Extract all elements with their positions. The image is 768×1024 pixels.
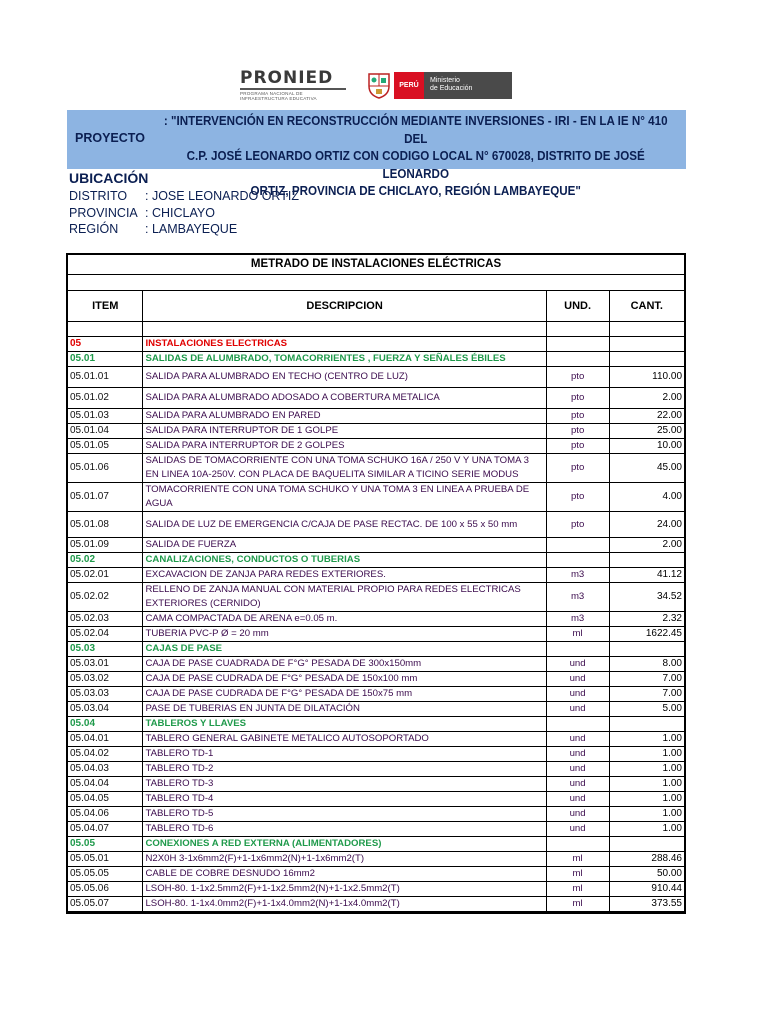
quantity-cell <box>609 837 684 852</box>
unit-cell: und <box>546 657 609 672</box>
unit-cell: pto <box>546 367 609 388</box>
description-cell: EXCAVACION DE ZANJA PARA REDES EXTERIORES. <box>143 568 546 583</box>
item-cell: 05.01 <box>68 352 143 367</box>
quantity-cell: 8.00 <box>609 657 684 672</box>
description-cell: CAJA DE PASE CUDRADA DE F°G° PESADA DE 150x100 mm <box>143 672 546 687</box>
table-row <box>68 409 684 424</box>
metrado-table <box>68 291 684 912</box>
location-provincia <box>69 206 215 220</box>
project-title-line-2: C.P. JOSÉ LEONARDO ORTIZ CON CODIGO LOCAL N° 670028, DISTRITO DE JOSÉ LEONARDO <box>186 149 645 181</box>
unit-cell <box>546 352 609 367</box>
description-cell: TABLERO TD-4 <box>143 792 546 807</box>
item-cell: 05.01.01 <box>68 367 143 388</box>
description-cell: SALIDAS DE ALUMBRADO, TOMACORRIENTES , FUERZA Y SEÑALES ÉBILES <box>143 352 546 367</box>
unit-cell <box>546 717 609 732</box>
item-cell: 05.05.06 <box>68 882 143 897</box>
ministerio-line-1: Ministerio <box>430 77 460 84</box>
unit-cell: und <box>546 762 609 777</box>
table-row <box>68 454 684 483</box>
table-row <box>68 337 684 352</box>
quantity-cell: 110.00 <box>609 367 684 388</box>
pronied-subtitle: PROGRAMA NACIONAL DE INFRAESTRUCTURA EDUCATIVA <box>240 91 317 101</box>
unit-cell: ml <box>546 852 609 867</box>
quantity-cell: 7.00 <box>609 672 684 687</box>
quantity-cell: 1.00 <box>609 747 684 762</box>
unit-cell: m3 <box>546 583 609 612</box>
quantity-cell: 910.44 <box>609 882 684 897</box>
item-cell: 05.03.02 <box>68 672 143 687</box>
description-cell: TABLERO TD-5 <box>143 807 546 822</box>
provincia-value: : CHICLAYO <box>145 206 215 220</box>
description-cell: SALIDA PARA INTERRUPTOR DE 2 GOLPES <box>143 439 546 454</box>
distrito-label: DISTRITO <box>69 189 128 203</box>
description-cell: LSOH-80. 1-1x4.0mm2(F)+1-1x4.0mm2(N)+1-1x4.0mm2(T) <box>143 897 546 912</box>
table-row <box>68 807 684 822</box>
quantity-cell: 34.52 <box>609 583 684 612</box>
distrito-value: : JOSE LEONARDO ORTIZ <box>145 189 299 203</box>
column-header-item: ITEM <box>68 291 143 322</box>
item-cell: 05.04.04 <box>68 777 143 792</box>
table-row <box>68 747 684 762</box>
item-cell: 05.05.05 <box>68 867 143 882</box>
unit-cell: und <box>546 732 609 747</box>
quantity-cell: 2.00 <box>609 538 684 553</box>
ministerio-line-2: de Educación <box>430 85 473 92</box>
item-cell: 05.05.07 <box>68 897 143 912</box>
description-cell: INSTALACIONES ELECTRICAS <box>143 337 546 352</box>
quantity-cell: 1.00 <box>609 762 684 777</box>
table-row <box>68 439 684 454</box>
table-row <box>68 642 684 657</box>
quantity-cell <box>609 717 684 732</box>
description-cell: CAMA COMPACTADA DE ARENA e=0.05 m. <box>143 612 546 627</box>
item-cell: 05.04.06 <box>68 807 143 822</box>
quantity-cell <box>609 337 684 352</box>
item-cell: 05.04.03 <box>68 762 143 777</box>
table-row <box>68 553 684 568</box>
unit-cell: ml <box>546 867 609 882</box>
column-header-cant: CANT. <box>609 291 684 322</box>
column-header-und: UND. <box>546 291 609 322</box>
unit-cell: und <box>546 792 609 807</box>
unit-cell: pto <box>546 512 609 538</box>
quantity-cell: 373.55 <box>609 897 684 912</box>
table-row <box>68 717 684 732</box>
unit-cell: pto <box>546 454 609 483</box>
table-row <box>68 777 684 792</box>
unit-cell: m3 <box>546 568 609 583</box>
quantity-cell: 1.00 <box>609 777 684 792</box>
description-cell: PASE DE TUBERIAS EN JUNTA DE DILATACIÓN <box>143 702 546 717</box>
project-label: PROYECTO <box>75 131 145 145</box>
table-row <box>68 352 684 367</box>
item-cell: 05.04.01 <box>68 732 143 747</box>
unit-cell: und <box>546 777 609 792</box>
unit-cell: ml <box>546 627 609 642</box>
table-row <box>68 627 684 642</box>
item-cell: 05.03.01 <box>68 657 143 672</box>
unit-cell: und <box>546 747 609 762</box>
item-cell: 05.05 <box>68 837 143 852</box>
quantity-cell: 1.00 <box>609 822 684 837</box>
table-row <box>68 483 684 512</box>
pronied-divider <box>240 88 346 90</box>
quantity-cell: 1.00 <box>609 732 684 747</box>
table-row <box>68 732 684 747</box>
item-cell: 05.02.04 <box>68 627 143 642</box>
pronied-logo <box>240 70 350 101</box>
item-cell: 05.01.04 <box>68 424 143 439</box>
item-cell: 05.01.02 <box>68 388 143 409</box>
item-cell: 05.03.04 <box>68 702 143 717</box>
unit-cell <box>546 553 609 568</box>
unit-cell <box>546 322 609 337</box>
quantity-cell: 2.32 <box>609 612 684 627</box>
description-cell: TUBERIA PVC-P Ø = 20 mm <box>143 627 546 642</box>
quantity-cell <box>609 352 684 367</box>
header-logos <box>240 68 512 104</box>
description-cell: CANALIZACIONES, CONDUCTOS O TUBERIAS <box>143 553 546 568</box>
quantity-cell: 1.00 <box>609 792 684 807</box>
table-row <box>68 538 684 553</box>
unit-cell: und <box>546 807 609 822</box>
quantity-cell: 50.00 <box>609 867 684 882</box>
description-cell: SALIDA PARA ALUMBRADO ADOSADO A COBERTURA METALICA <box>143 388 546 409</box>
item-cell: 05.02.01 <box>68 568 143 583</box>
location-title: UBICACIÓN <box>69 170 149 186</box>
quantity-cell: 25.00 <box>609 424 684 439</box>
quantity-cell: 288.46 <box>609 852 684 867</box>
table-row <box>68 762 684 777</box>
item-cell: 05.01.08 <box>68 512 143 538</box>
table-row <box>68 612 684 627</box>
quantity-cell: 7.00 <box>609 687 684 702</box>
description-cell: SALIDAS DE TOMACORRIENTE CON UNA TOMA SCHUKO 16A / 250 V Y UNA TOMA 3 EN LINEA 10A-250V. CON PLACA DE BAQUELITA SIMILAR A TICINO SERIE MODUS <box>143 454 546 483</box>
unit-cell: pto <box>546 483 609 512</box>
table-row <box>68 672 684 687</box>
description-cell: TABLEROS Y LLAVES <box>143 717 546 732</box>
description-cell: CABLE DE COBRE DESNUDO 16mm2 <box>143 867 546 882</box>
coat-of-arms-icon <box>366 70 392 100</box>
table-row <box>68 897 684 912</box>
table-row <box>68 568 684 583</box>
sheet-title: METRADO DE INSTALACIONES ELÉCTRICAS <box>68 255 684 275</box>
location-region <box>69 222 237 236</box>
quantity-cell <box>609 642 684 657</box>
project-title-line-3: ORTIZ, PROVINCIA DE CHICLAYO, REGIÓN LAMBAYEQUE" <box>250 184 581 198</box>
item-cell: 05.01.03 <box>68 409 143 424</box>
unit-cell <box>546 538 609 553</box>
description-cell: TABLERO GENERAL GABINETE METALICO AUTOSOPORTADO <box>143 732 546 747</box>
table-row <box>68 882 684 897</box>
table-row <box>68 583 684 612</box>
unit-cell: pto <box>546 424 609 439</box>
unit-cell: und <box>546 672 609 687</box>
description-cell <box>143 322 546 337</box>
quantity-cell: 45.00 <box>609 454 684 483</box>
description-cell: LSOH-80. 1-1x2.5mm2(F)+1-1x2.5mm2(N)+1-1x2.5mm2(T) <box>143 882 546 897</box>
column-header-descripcion: DESCRIPCION <box>143 291 546 322</box>
table-row <box>68 367 684 388</box>
quantity-cell: 2.00 <box>609 388 684 409</box>
table-header-row <box>68 291 684 322</box>
table-row <box>68 837 684 852</box>
unit-cell: und <box>546 702 609 717</box>
quantity-cell: 24.00 <box>609 512 684 538</box>
description-cell: CAJA DE PASE CUDRADA DE F°G° PESADA DE 150x75 mm <box>143 687 546 702</box>
description-cell: N2X0H 3-1x6mm2(F)+1-1x6mm2(N)+1-1x6mm2(T) <box>143 852 546 867</box>
quantity-cell: 41.12 <box>609 568 684 583</box>
quantity-cell: 1.00 <box>609 807 684 822</box>
item-cell: 05.02.02 <box>68 583 143 612</box>
item-cell: 05.01.05 <box>68 439 143 454</box>
unit-cell <box>546 642 609 657</box>
table-row <box>68 702 684 717</box>
description-cell: SALIDA PARA INTERRUPTOR DE 1 GOLPE <box>143 424 546 439</box>
table-row <box>68 822 684 837</box>
table-row <box>68 867 684 882</box>
description-cell: CONEXIONES A RED EXTERNA (ALIMENTADORES) <box>143 837 546 852</box>
description-cell: TOMACORRIENTE CON UNA TOMA SCHUKO Y UNA TOMA 3 EN LINEA A PRUEBA DE AGUA <box>143 483 546 512</box>
description-cell: TABLERO TD-1 <box>143 747 546 762</box>
unit-cell: und <box>546 822 609 837</box>
item-cell: 05.03 <box>68 642 143 657</box>
table-row <box>68 657 684 672</box>
description-cell: CAJA DE PASE CUADRADA DE F°G° PESADA DE 300x150mm <box>143 657 546 672</box>
unit-cell: pto <box>546 439 609 454</box>
item-cell: 05.01.09 <box>68 538 143 553</box>
item-cell: 05.01.07 <box>68 483 143 512</box>
sheet-spacer <box>68 275 684 291</box>
quantity-cell: 10.00 <box>609 439 684 454</box>
description-cell: RELLENO DE ZANJA MANUAL CON MATERIAL PROPIO PARA REDES ELECTRICAS EXTERIORES (CERNIDO) <box>143 583 546 612</box>
project-title <box>153 113 678 201</box>
peru-badge: PERÚ <box>394 72 424 99</box>
project-title-line-1: : "INTERVENCIÓN EN RECONSTRUCCIÓN MEDIANTE INVERSIONES - IRI - EN LA IE N° 410 DEL <box>163 114 668 146</box>
ministerio-badge <box>424 72 512 99</box>
item-cell: 05.05.01 <box>68 852 143 867</box>
item-cell: 05.04.05 <box>68 792 143 807</box>
table-row <box>68 424 684 439</box>
description-cell: TABLERO TD-3 <box>143 777 546 792</box>
provincia-label: PROVINCIA <box>69 206 138 220</box>
quantity-cell: 1622.45 <box>609 627 684 642</box>
metrado-sheet <box>66 253 686 914</box>
table-row <box>68 852 684 867</box>
table-row <box>68 687 684 702</box>
item-cell: 05.04.02 <box>68 747 143 762</box>
table-row <box>68 792 684 807</box>
item-cell: 05.04 <box>68 717 143 732</box>
unit-cell <box>546 837 609 852</box>
item-cell: 05.02.03 <box>68 612 143 627</box>
quantity-cell: 4.00 <box>609 483 684 512</box>
description-cell: SALIDA DE LUZ DE EMERGENCIA C/CAJA DE PASE RECTAC. DE 100 x 55 x 50 mm <box>143 512 546 538</box>
item-cell <box>68 322 143 337</box>
unit-cell: pto <box>546 409 609 424</box>
description-cell: CAJAS DE PASE <box>143 642 546 657</box>
table-row <box>68 512 684 538</box>
quantity-cell: 5.00 <box>609 702 684 717</box>
description-cell: SALIDA PARA ALUMBRADO EN PARED <box>143 409 546 424</box>
region-label: REGIÓN <box>69 222 119 236</box>
unit-cell: und <box>546 687 609 702</box>
quantity-cell: 22.00 <box>609 409 684 424</box>
item-cell: 05.01.06 <box>68 454 143 483</box>
unit-cell: ml <box>546 897 609 912</box>
item-cell: 05.02 <box>68 553 143 568</box>
region-value: : LAMBAYEQUE <box>145 222 238 236</box>
description-cell: SALIDA PARA ALUMBRADO EN TECHO (CENTRO DE LUZ) <box>143 367 546 388</box>
unit-cell: ml <box>546 882 609 897</box>
item-cell: 05.04.07 <box>68 822 143 837</box>
item-cell: 05 <box>68 337 143 352</box>
table-row <box>68 388 684 409</box>
location-distrito <box>69 189 299 203</box>
item-cell: 05.03.03 <box>68 687 143 702</box>
unit-cell: m3 <box>546 612 609 627</box>
description-cell: TABLERO TD-2 <box>143 762 546 777</box>
pronied-wordmark: PRONIED <box>240 68 334 88</box>
unit-cell <box>546 337 609 352</box>
quantity-cell <box>609 553 684 568</box>
table-row <box>68 322 684 337</box>
description-cell: SALIDA DE FUERZA <box>143 538 546 553</box>
description-cell: TABLERO TD-6 <box>143 822 546 837</box>
unit-cell: pto <box>546 388 609 409</box>
quantity-cell <box>609 322 684 337</box>
